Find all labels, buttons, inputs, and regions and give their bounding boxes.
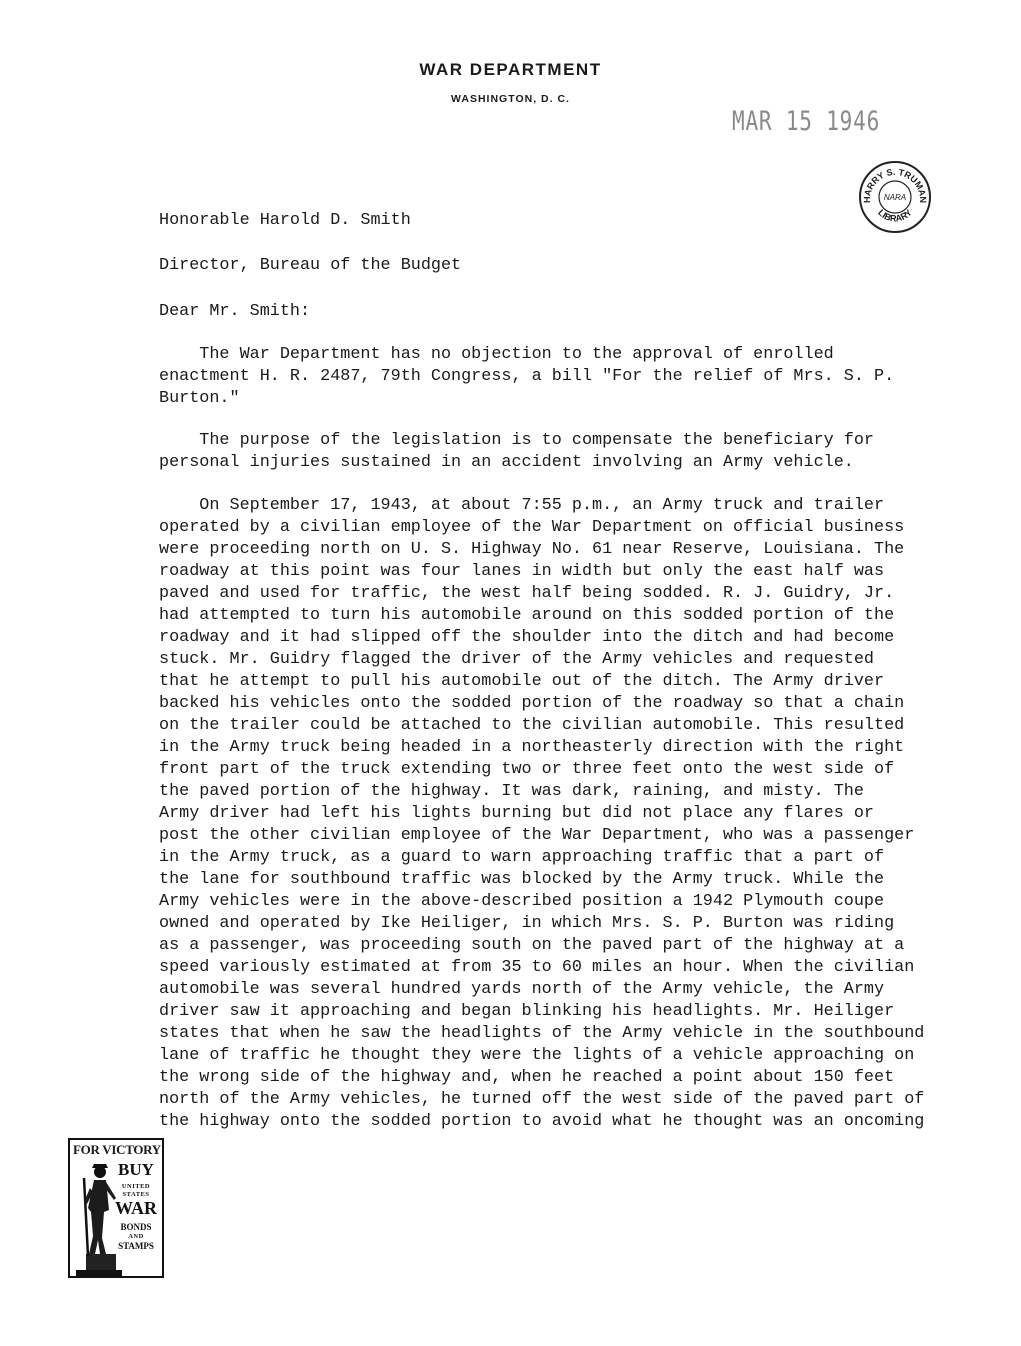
- letterhead-subtitle: WASHINGTON, D. C.: [451, 93, 570, 105]
- poster-stamps: STAMPS: [118, 1241, 154, 1251]
- addressee-name: Honorable Harold D. Smith: [159, 211, 411, 230]
- poster-united: UNITED: [121, 1183, 151, 1190]
- seal-bottom-text: LIBRARY: [876, 207, 914, 224]
- poster-bonds: BONDS: [120, 1222, 152, 1232]
- paragraph-3: On September 17, 1943, at about 7:55 p.m., an Army truck and trailer operated by a civilian employee of the War Department on official business were proceeding north on U. S. Highway No. 61 near Reserve, Louisiana. The roadway at this point was four lanes in width but only the east half was paved and used for traffic, the west half being sodded. R. J. Guidry, Jr. had attempted to turn his automobile around on this sodded portion of the roadway and it had slipped off the shoulder into the ditch and had become stuck. Mr. Guidry flagged the driver of the Army vehicles and requested that he attempt to pull his automobile out of the ditch. The Army driver backed his vehicles onto the sodded portion of the roadway so that a chain on the trailer could be attached to the civilian automobile. This resulted in the Army truck being headed in a northeasterly direction with the right front part of the truck extending two or three feet onto the west side of the paved portion of the highway. It was dark, raining, and misty. The Army driver had left his lights burning but did not place any flares or post the other civilian employee of the War Department, who was a passenger in the Army truck, as a guard to warn approaching traffic that a part of the lane for southbound traffic was blocked by the Army truck. While the Army vehicles were in the above-described position a 1942 Plymouth coupe owned and operated by Ike Heiliger, in which Mrs. S. P. Burton was riding as a passenger, was proceeding south on the paved part of the highway at a speed variously estimated at from 35 to 60 miles an hour. When the civilian automobile was several hundred yards north of the Army vehicle, the Army driver saw it approaching and began blinking his headlights. Mr. Heiliger states that when he saw the headlights of the Army vehicle in the southbound lane of traffic he thought they were the lights of a vehicle approaching on the wrong side of the highway and, when he reached a point about 150 feet north of the Army vehicles, he turned off the west side of the paved part of the highway onto the sodded portion to avoid what he thought was an oncoming: [159, 496, 925, 1131]
- date-stamp: MAR 15 1946: [732, 106, 881, 137]
- poster-heading: FOR VICTORY: [73, 1142, 161, 1157]
- paragraph-2: The purpose of the legislation is to compensate the beneficiary for personal injuries sustained in an accident involving an Army vehicle.: [159, 431, 874, 472]
- seal-center-text: NARA: [883, 193, 907, 202]
- paragraph-1: The War Department has no objection to the approval of enrolled enactment H. R. 2487, 79th Congress, a bill "For the relief of Mrs. S. P. Burton.": [159, 345, 895, 408]
- poster-war: WAR: [114, 1198, 157, 1218]
- library-seal-icon: [858, 160, 932, 234]
- war-bonds-poster: [68, 1138, 164, 1278]
- poster-states: STATES: [122, 1191, 150, 1198]
- addressee-title: Director, Bureau of the Budget: [159, 256, 462, 275]
- svg-text:LIBRARY: [876, 207, 914, 223]
- poster-and: AND: [128, 1233, 144, 1240]
- letterhead-title: WAR DEPARTMENT: [419, 60, 602, 79]
- salutation: Dear Mr. Smith:: [159, 302, 311, 321]
- poster-buy: BUY: [118, 1160, 154, 1179]
- seal-top-text: HARRY S. TRUMAN: [861, 166, 929, 204]
